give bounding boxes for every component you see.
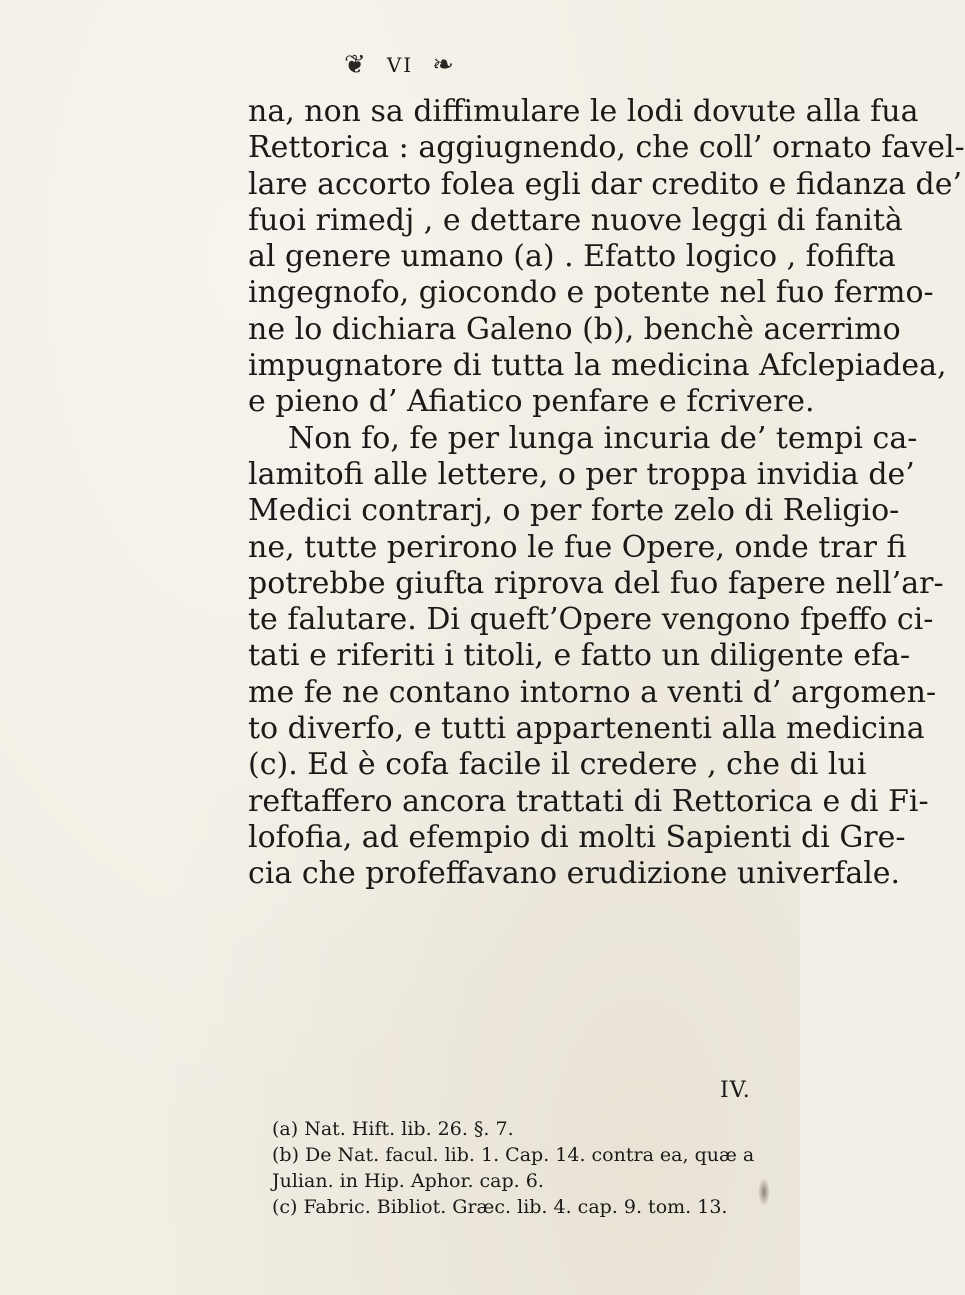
text-line: lofofia, ad efempio di molti Sapienti di Gre- bbox=[248, 819, 906, 855]
text-line: ne, tutte perirono le fue Opere, onde trar fi bbox=[248, 529, 907, 565]
text-line: fuoi rimedj , e dettare nuove leggi di fanità bbox=[248, 202, 903, 238]
footnotes bbox=[272, 1116, 792, 1220]
text-line: cia che profeffavano erudizione univerfale. bbox=[248, 856, 901, 892]
body-text bbox=[248, 94, 965, 893]
text-line: lare accorto folea egli dar credito e fidanza de’ bbox=[248, 166, 963, 202]
footnote: Julian. in Hip. Aphor. cap. 6. bbox=[272, 1170, 544, 1192]
page-header bbox=[0, 50, 800, 80]
page-number: VI bbox=[386, 53, 414, 77]
footnote: (a) Nat. Hift. lib. 26. §. 7. bbox=[272, 1118, 514, 1140]
text-line: e pieno d’ Afiatico penfare e fcrivere. bbox=[248, 384, 815, 420]
text-line: na, non sa diffimulare le lodi dovute alla fua bbox=[248, 94, 919, 129]
right-ornament-icon: ❧ bbox=[432, 50, 456, 80]
text-line: reftaffero ancora trattati di Rettorica e di Fi- bbox=[248, 783, 929, 819]
text-line: (c). Ed è cofa facile il credere , che di lui bbox=[248, 747, 867, 783]
text-line: impugnatore di tutta la medicina Afclepiadea, bbox=[248, 348, 947, 384]
signature-mark: IV. bbox=[720, 1078, 751, 1103]
left-ornament-icon: ❦ bbox=[344, 50, 368, 80]
text-line: Non fo, fe per lunga incuria de’ tempi ca- bbox=[288, 420, 918, 456]
text-line: to diverfo, e tutti appartenenti alla medicina bbox=[248, 711, 925, 747]
text-line: tati e riferiti i titoli, e fatto un diligente efa- bbox=[248, 638, 911, 674]
text-line: ingegnofo, giocondo e potente nel fuo fermo- bbox=[248, 275, 934, 311]
text-line: lamitofi alle lettere, o per troppa invidia de’ bbox=[248, 456, 915, 492]
ink-blot bbox=[758, 1178, 770, 1206]
text-line: ne lo dichiara Galeno (b), benchè acerrimo bbox=[248, 311, 901, 347]
text-line: me fe ne contano intorno a venti d’ argomen- bbox=[248, 674, 937, 710]
footnote: (c) Fabric. Bibliot. Græc. lib. 4. cap. 9. tom. 13. bbox=[272, 1196, 728, 1218]
text-line: potrebbe giufta riprova del fuo fapere nell’ar- bbox=[248, 565, 944, 601]
text-line: te falutare. Di queft’Opere vengono fpeffo ci- bbox=[248, 602, 934, 638]
text-line: Medici contrarj, o per forte zelo di Religio- bbox=[248, 493, 900, 529]
footnote: (b) De Nat. facul. lib. 1. Cap. 14. contra ea, quæ a bbox=[272, 1144, 755, 1166]
text-line: Rettorica : aggiugnendo, che coll’ ornato favel- bbox=[248, 130, 965, 166]
text-line: al genere umano (a) . Efatto logico , fofifta bbox=[248, 239, 896, 275]
